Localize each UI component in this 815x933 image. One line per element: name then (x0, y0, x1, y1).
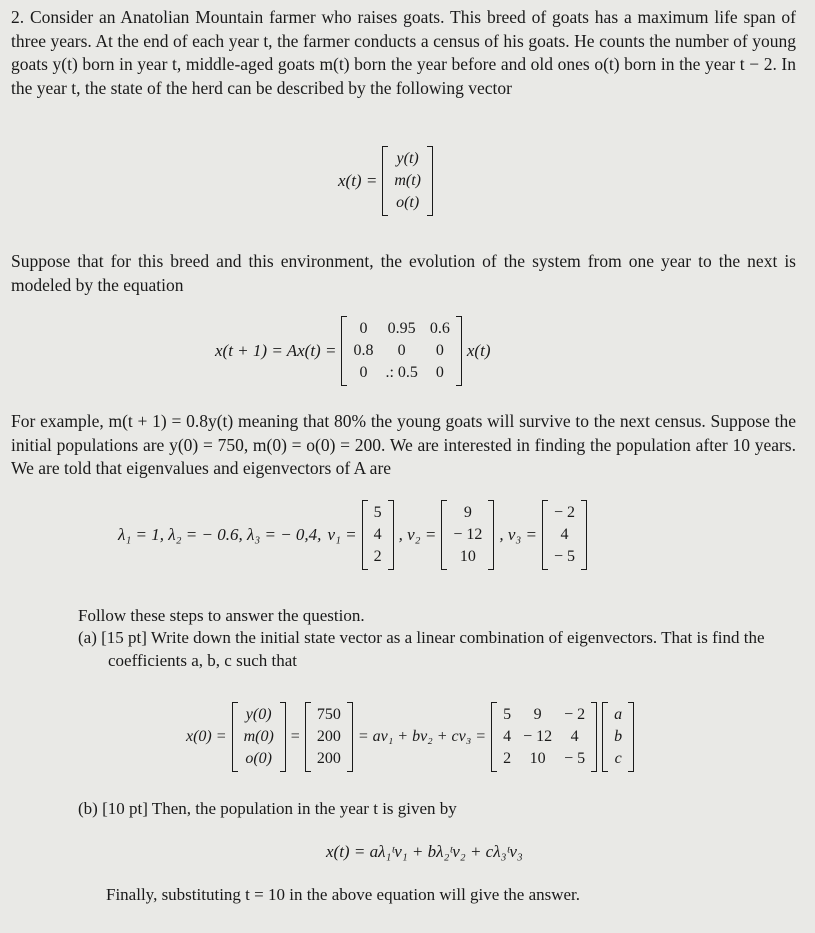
eigen-matrix-cell: 9 (533, 706, 542, 723)
example-text: For example, m(t + 1) = 0.8y(t) meaning that 80% the young goats will survive to the next census. Suppose the initial populations are y(0) = 750, m(0) = o(0) = 200. We are interested in finding the population after 10 years. We are told that eigenvalues and eigenvectors of A are (11, 411, 796, 478)
coefficient: c (614, 750, 622, 767)
equals-sign: = (290, 728, 300, 745)
v3-entry: − 2 (554, 504, 576, 521)
matrix-a-cell: 0 (435, 364, 444, 381)
x0-symbol-vector (232, 702, 286, 772)
model-rhs: x(t) (466, 341, 491, 360)
eigenvector-matrix (491, 702, 597, 772)
eigenvector-v2 (441, 500, 494, 570)
steps-intro: Follow these steps to answer the question. (78, 606, 365, 625)
x0-value: 750 (316, 706, 341, 723)
matrix-a-cell: 0.95 (387, 320, 416, 337)
problem-intro: 2. Consider an Anatolian Mountain farmer who raises goats. This breed of goats has a maximum life span of three years. At the end of each year t, the farmer conducts a census of his goats. He counts the number of young goats y(t) born in year t, middle-aged goats m(t) born the year before and old ones o(t) born in the year t − 2. In the year t, the state of the herd can be described by the following vector (11, 7, 796, 98)
matrix-a-cell: 0 (359, 320, 368, 337)
eigenvector-v1 (362, 500, 394, 570)
v3-entry: 4 (560, 526, 569, 543)
v1-entry: 4 (373, 526, 382, 543)
v3-entry: − 5 (554, 548, 576, 565)
v3-label: , v₃ = (499, 525, 538, 544)
x0-lhs: x(0) = (186, 728, 227, 745)
eigen-matrix-cell: − 2 (564, 706, 586, 723)
v1-entry: 2 (373, 548, 382, 565)
eigen-matrix-cell: − 5 (564, 750, 586, 767)
v1-label: v₁ = (327, 525, 357, 544)
matrix-a-cell: .: 0.5 (385, 364, 418, 381)
state-vector-entry: y(t) (396, 150, 419, 167)
model-text: Suppose that for this breed and this environment, the evolution of the system from one year to the next is modeled by the equation (11, 251, 796, 295)
eigen-matrix-cell: − 12 (523, 728, 553, 745)
eigenvalues: λ₁ = 1, λ₂ = − 0.6, λ₃ = − 0,4, (118, 525, 322, 544)
v2-entry: − 12 (453, 526, 483, 543)
model-equation (215, 316, 490, 386)
x0-symbol: o(0) (245, 750, 272, 767)
initial-state-equation (186, 702, 639, 772)
state-vector (382, 146, 433, 216)
combination-expression: = av₁ + bv₂ + cv₃ = (357, 728, 487, 745)
final-text: Finally, substituting t = 10 in the above equation will give the answer. (106, 885, 581, 904)
model-lhs: x(t + 1) = Ax(t) = (215, 341, 337, 360)
matrix-a-cell: 0 (397, 342, 406, 359)
coefficient-vector (602, 702, 634, 772)
eigen-matrix-cell: 5 (503, 706, 512, 723)
matrix-a-cell: 0.8 (353, 342, 374, 359)
state-vector-entry: m(t) (394, 172, 421, 189)
matrix-a-cell: 0 (359, 364, 368, 381)
eigen-equation (118, 500, 592, 570)
matrix-a-cell: 0 (435, 342, 444, 359)
v2-entry: 10 (459, 548, 476, 565)
x0-value-vector (305, 702, 353, 772)
state-lhs: x(t) = (338, 171, 378, 190)
v2-label: , v₂ = (398, 525, 437, 544)
x0-symbol: y(0) (245, 706, 272, 723)
part-b-text: (b) [10 pt] Then, the population in the year t is given by (78, 799, 457, 818)
matrix-a (341, 316, 461, 386)
x0-symbol: m(0) (243, 728, 274, 745)
coefficient: a (614, 706, 623, 723)
coefficient: b (614, 728, 623, 745)
eigen-matrix-cell: 2 (503, 750, 512, 767)
matrix-a-cell: 0.6 (429, 320, 450, 337)
eigenvector-v3 (542, 500, 587, 570)
part-a-text: (a) [15 pt] Write down the initial state vector as a linear combination of eigenvectors. That is find the coefficients a, b, c such that (78, 628, 765, 670)
x0-value: 200 (316, 728, 341, 745)
state-vector-equation (338, 146, 438, 216)
state-vector-entry: o(t) (396, 194, 420, 211)
eigen-matrix-cell: 10 (529, 750, 546, 767)
x0-value: 200 (316, 750, 341, 767)
solution-formula: x(t) = aλ₁ᵗv₁ + bλ₂ᵗv₂ + cλ₃ᵗv₃ (326, 842, 523, 861)
eigen-matrix-cell: 4 (570, 728, 579, 745)
eigen-matrix-cell: 4 (503, 728, 512, 745)
v1-entry: 5 (373, 504, 382, 521)
v2-entry: 9 (463, 504, 472, 521)
